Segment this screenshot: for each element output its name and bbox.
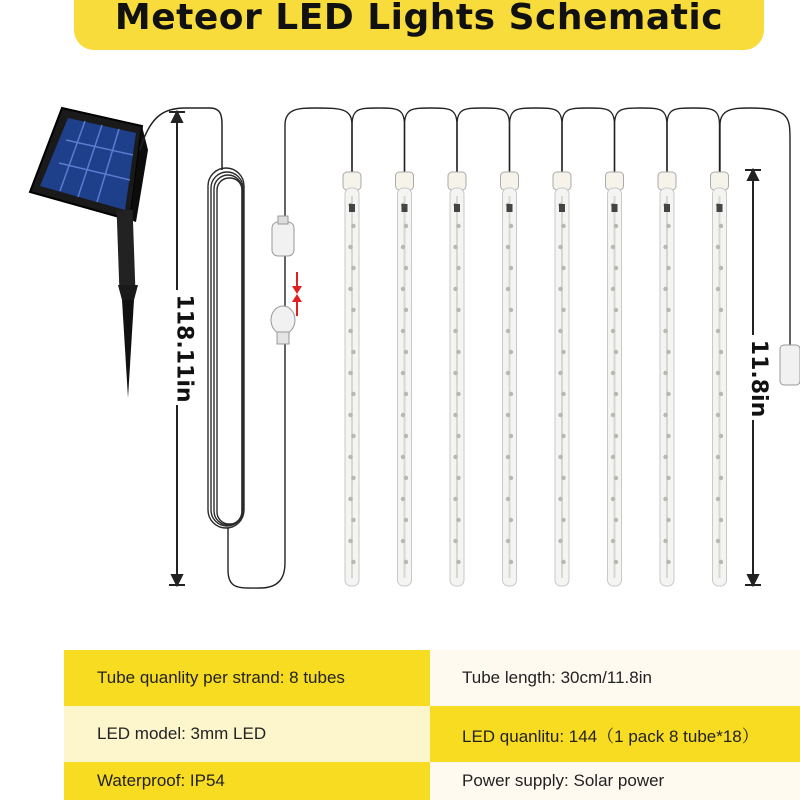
tube-link-cable	[562, 108, 615, 175]
connector-arrows	[292, 272, 302, 316]
led-tube	[606, 172, 624, 586]
tube-link-cable	[615, 108, 668, 175]
spec-tube-length: Tube length: 30cm/11.8in	[430, 650, 800, 706]
spec-table	[64, 650, 800, 800]
tube-link-cable	[405, 108, 458, 175]
spec-power-supply: Power supply: Solar power	[430, 762, 800, 800]
led-tube	[711, 172, 729, 586]
total-length-label: 118.11in	[171, 294, 197, 403]
tube-length-label: 11.8in	[746, 339, 772, 418]
connector-plug-male	[271, 306, 295, 344]
led-tube	[501, 172, 519, 586]
spec-waterproof: Waterproof: IP54	[64, 762, 430, 800]
spec-led-model: LED model: 3mm LED	[64, 706, 430, 762]
led-tube	[553, 172, 571, 586]
tube-link-cable	[352, 108, 405, 175]
spec-tube-quantity: Tube quanlity per strand: 8 tubes	[64, 650, 430, 706]
page-title: Meteor LED Lights Schematic	[114, 0, 724, 38]
led-tube	[658, 172, 676, 586]
solar-panel	[30, 108, 148, 222]
ground-stake	[117, 210, 138, 398]
led-tubes	[343, 108, 729, 586]
end-cap-plug	[780, 345, 800, 385]
led-tube	[343, 172, 361, 586]
tube-link-cable	[510, 108, 563, 175]
coiled-cable	[208, 168, 244, 528]
led-tube	[448, 172, 466, 586]
connector-plug-female	[272, 216, 294, 256]
led-tube	[396, 172, 414, 586]
spec-led-quantity: LED quanlitu: 144（1 pack 8 tube*18）	[430, 706, 800, 762]
tube-link-cable	[667, 108, 720, 175]
tube-link-cable	[457, 108, 510, 175]
